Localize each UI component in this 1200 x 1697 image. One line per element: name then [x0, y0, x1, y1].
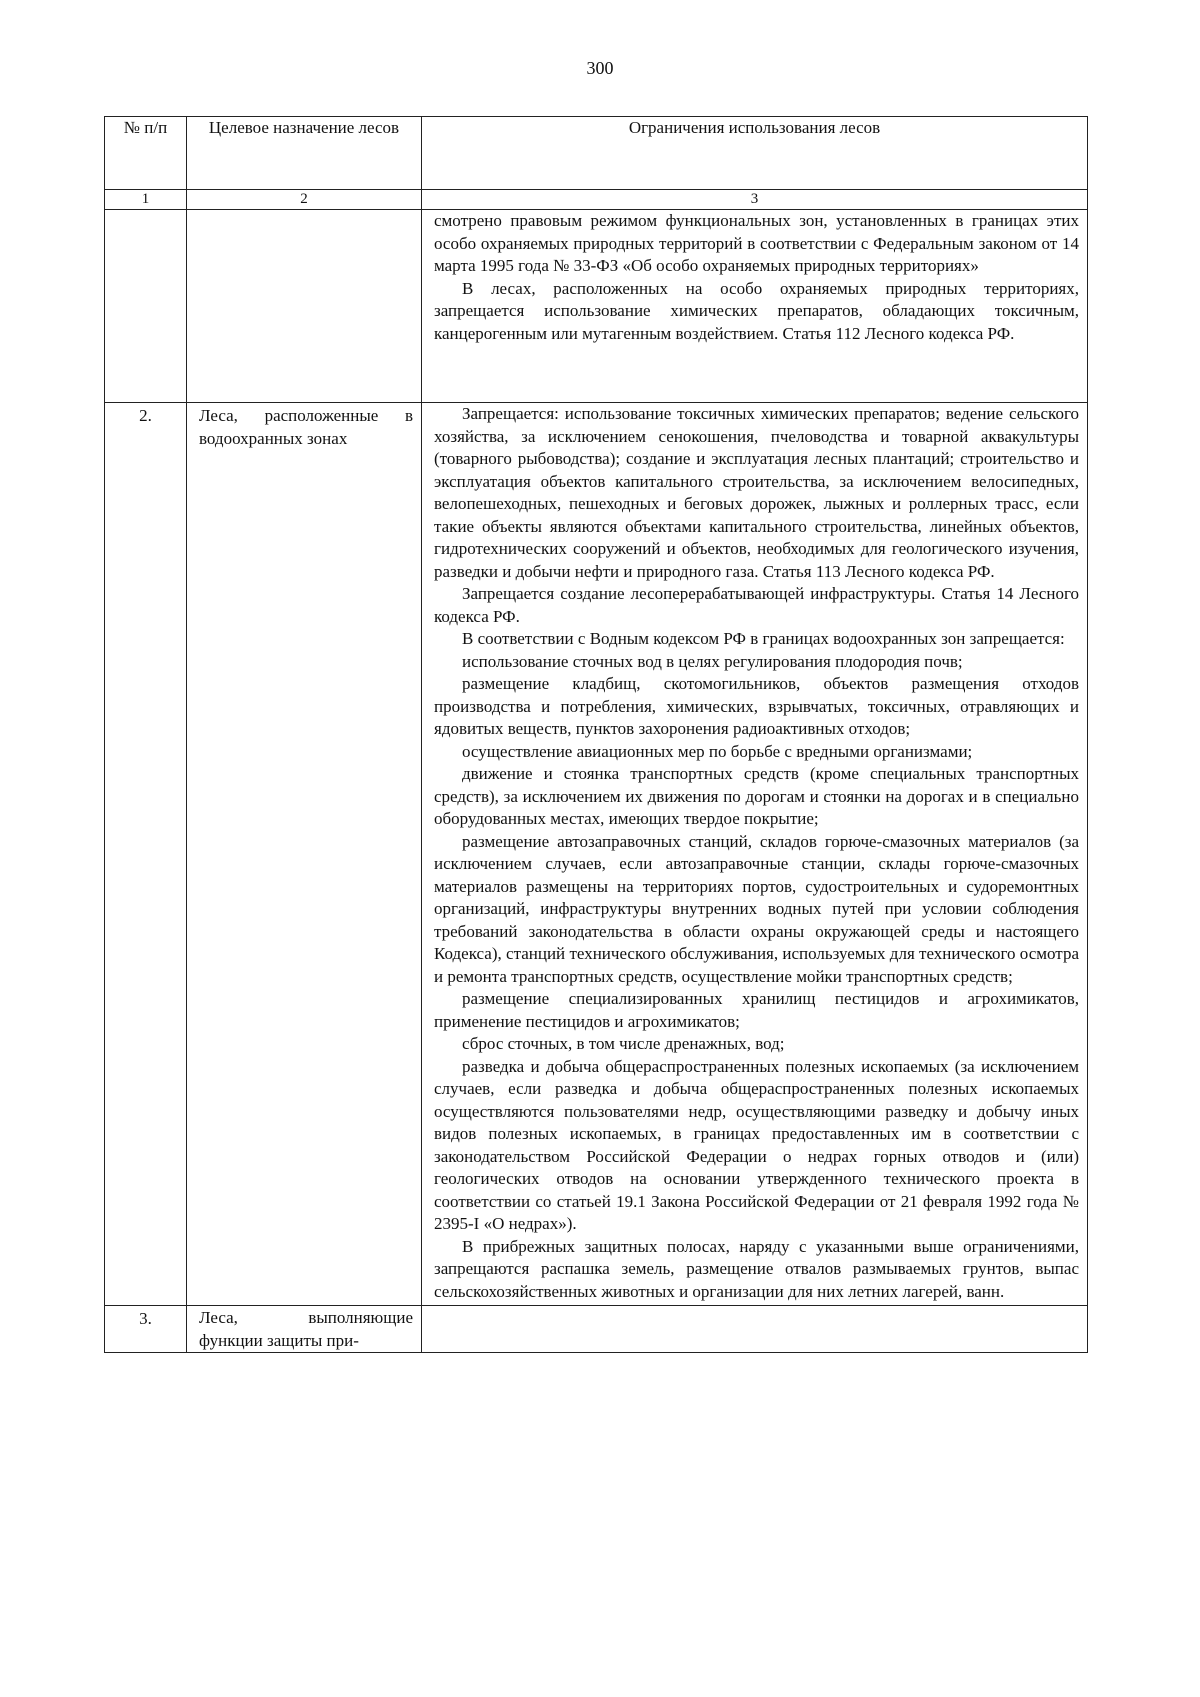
page-number: 300 [586, 58, 614, 78]
row-number: 2. [105, 403, 187, 1306]
row-restrictions [422, 1306, 1088, 1353]
restriction-paragraph: В соответствии с Водным кодексом РФ в границах водоохранных зон запрещается: [462, 629, 1065, 648]
restriction-paragraph: сброс сточных, в том числе дренажных, вод; [462, 1034, 785, 1053]
restriction-paragraph: разведка и добыча общераспространенных полезных ископаемых (за исключением случаев, если разведка и добыча общераспространенных полезных ископаемых осуществляются пользователями недр, осуществляющими разведку и добычу иных видов полезных ископаемых, в границах предоставленных им в соответствии с законодательством Российской Федерации о недрах горных отводов и (или) геологических отводов на основании утвержденного технического проекта в соответствии со статьей 19.1 Закона Российской Федерации от 21 февраля 1992 года № 2395-I «О недрах»). [434, 1056, 1079, 1233]
restriction-paragraph: Запрещается создание лесоперерабатывающей инфраструктуры. Статья 14 Лесного кодекса РФ. [434, 584, 1079, 626]
header-restrictions: Ограничения использования лесов [422, 117, 1088, 190]
column-numbers-row [105, 190, 1088, 210]
restriction-paragraph: размещение кладбищ, скотомогильников, объектов размещения отходов производства и потребления, химических, взрывчатых, токсичных, отравляющих и ядовитых веществ, пунктов захоронения радиоактивных отходов; [434, 674, 1079, 738]
table-row [105, 210, 1088, 403]
restriction-paragraph: размещение автозаправочных станций, складов горюче-смазочных материалов (за исключением случаев, если автозаправочные станции, склады горюче-смазочных материалов размещены на территориях портов, судостроительных и судоремонтных организаций, инфраструктуры внутренних водных путей при условии соблюдения требований законодательства в области охраны окружающей среды и настоящего Кодекса), станций технического обслуживания, используемых для технического осмотра и ремонта транспортных средств, осуществление мойки транспортных средств; [434, 831, 1079, 986]
column-number: 3 [422, 190, 1088, 210]
forest-restrictions-table [104, 116, 1088, 1353]
restriction-paragraph: В лесах, расположенных на особо охраняемых природных территориях, запрещается использование химических препаратов, обладающих токсичным, канцерогенным или мутагенным воздействием. Статья 112 Лесного кодекса РФ. [434, 278, 1079, 343]
header-purpose: Целевое назначение лесов [187, 117, 422, 190]
column-number: 1 [105, 190, 187, 210]
restriction-paragraph: смотрено правовым режимом функциональных зон, установленных в границах этих особо охраняемых природных территорий в соответствии с Федеральным законом от 14 марта 1995 года № 33-ФЗ «Об особо охраняемых природных территориях» [434, 211, 1079, 275]
column-number: 2 [187, 190, 422, 210]
row-number: 3. [105, 1306, 187, 1353]
restriction-paragraph: размещение специализированных хранилищ пестицидов и агрохимикатов, применение пестицидов и агрохимикатов; [434, 989, 1079, 1031]
restriction-paragraph: В прибрежных защитных полосах, наряду с указанными выше ограничениями, запрещаются распашка земель, размещение отвалов размываемых грунтов, выпас сельскохозяйственных животных и организации для них летних лагерей, ванн. [434, 1236, 1079, 1301]
row-purpose: Леса, расположенные в водоохранных зонах [187, 403, 422, 1306]
restriction-paragraph: Запрещается: использование токсичных химических препаратов; ведение сельского хозяйства, за исключением сенокошения, пчеловодства и товарной аквакультуры (товарного рыбоводства); создание и эксплуатация лесных плантаций; строительство и эксплуатация объектов капитального строительства, за исключением велосипедных, велопешеходных, пешеходных и беговых дорожек, лыжных и роллерных трасс, если такие объекты являются объектами капитального строительства, линейных объектов, гидротехнических сооружений и объектов, необходимых для геологического изучения, разведки и добычи нефти и природного газа. Статья 113 Лесного кодекса РФ. [434, 404, 1079, 581]
row-number [105, 210, 187, 403]
restriction-paragraph: осуществление авиационных мер по борьбе с вредными организмами; [462, 741, 973, 761]
restriction-paragraph: использование сточных вод в целях регулирования плодородия почв; [462, 651, 963, 671]
row-restrictions [422, 403, 1088, 1306]
table-row [105, 1306, 1088, 1353]
table-header-row [105, 117, 1088, 190]
header-number: № п/п [105, 117, 187, 190]
restriction-paragraph: движение и стоянка транспортных средств (кроме специальных транспортных средств), за исключением их движения по дорогам и стоянки на дорогах и в специально оборудованных местах, имеющих твердое покрытие; [434, 764, 1079, 828]
row-purpose: Леса, выполняющие функции защиты при- [187, 1306, 422, 1353]
row-restrictions [422, 210, 1088, 403]
table-row [105, 403, 1088, 1306]
row-purpose [187, 210, 422, 403]
